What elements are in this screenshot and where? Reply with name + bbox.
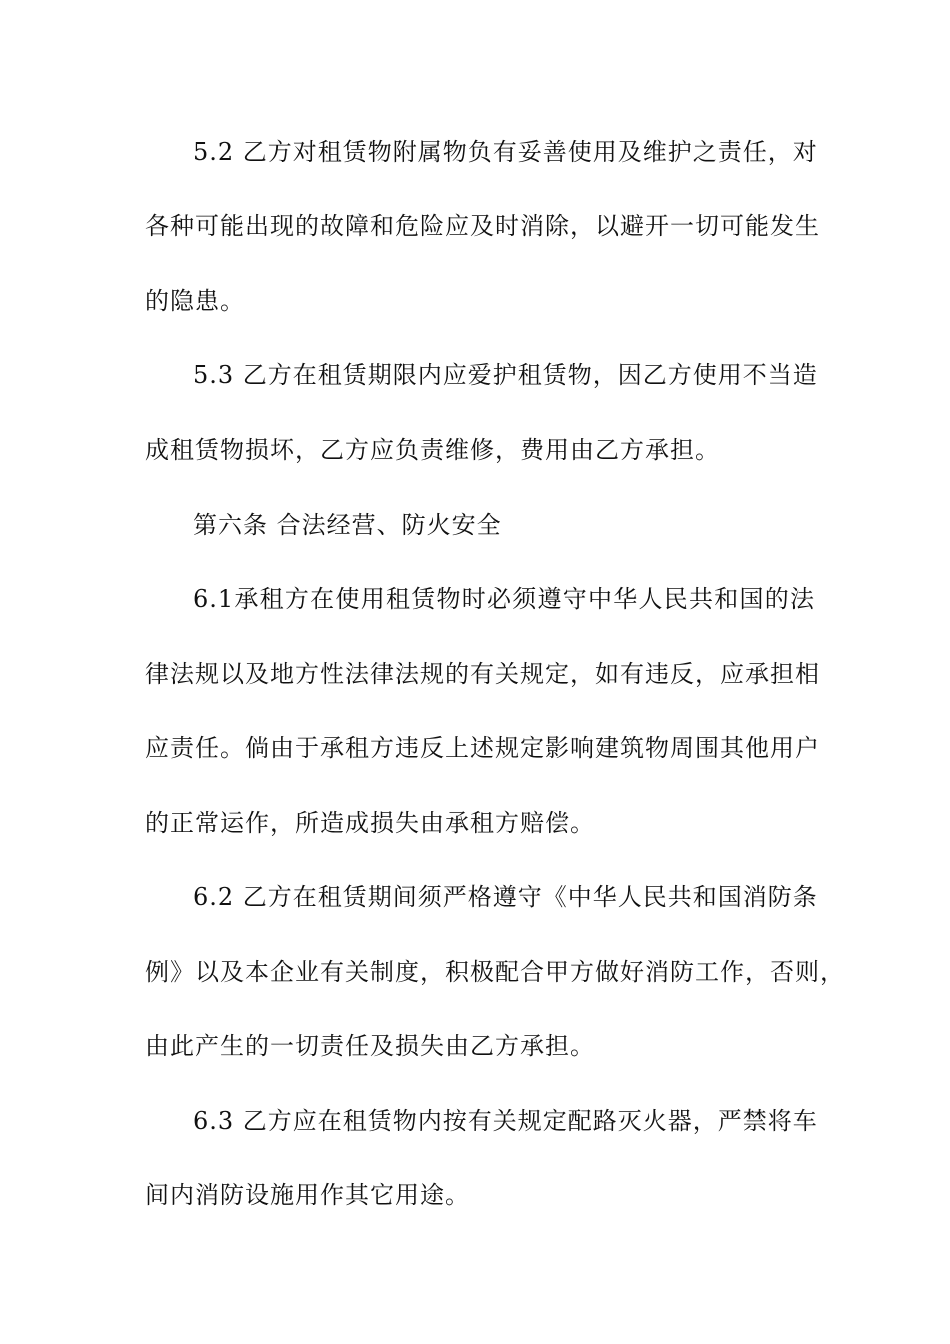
clause-5-2-line-3: 的隐患。 [145,287,245,315]
clause-5-2-line-2: 各种可能出现的故障和危险应及时消除，以避开一切可能发生 [145,212,820,240]
clause-6-2-line-3: 由此产生的一切责任及损失由乙方承担。 [145,1032,595,1060]
clause-6-1-line-3: 应责任。倘由于承租方违反上述规定影响建筑物周围其他用户 [145,734,820,762]
clause-6-3-line-2: 间内消防设施用作其它用途。 [145,1181,470,1209]
clause-6-1-line-2: 律法规以及地方性法律法规的有关规定，如有违反，应承担相 [145,660,820,688]
clause-6-1-line-4: 的正常运作，所造成损失由承租方赔偿。 [145,809,595,837]
clause-5-3-line-1: 5.3 乙方在租赁期限内应爱护租赁物，因乙方使用不当造 [193,361,818,389]
clause-5-2-line-1: 5.2 乙方对租赁物附属物负有妥善使用及维护之责任，对 [193,138,818,166]
clause-6-2-line-1: 6.2 乙方在租赁期间须严格遵守《中华人民共和国消防条 [193,883,818,911]
article-6-heading: 第六条 合法经营、防火安全 [193,511,502,539]
clause-5-3-line-2: 成租赁物损坏，乙方应负责维修，费用由乙方承担。 [145,436,720,464]
clause-6-1-line-1: 6.1承租方在使用租赁物时必须遵守中华人民共和国的法 [193,585,815,613]
clause-6-2-line-2: 例》以及本企业有关制度，积极配合甲方做好消防工作，否则， [145,958,845,986]
clause-6-3-line-1: 6.3 乙方应在租赁物内按有关规定配路灭火器，严禁将车 [193,1107,818,1135]
